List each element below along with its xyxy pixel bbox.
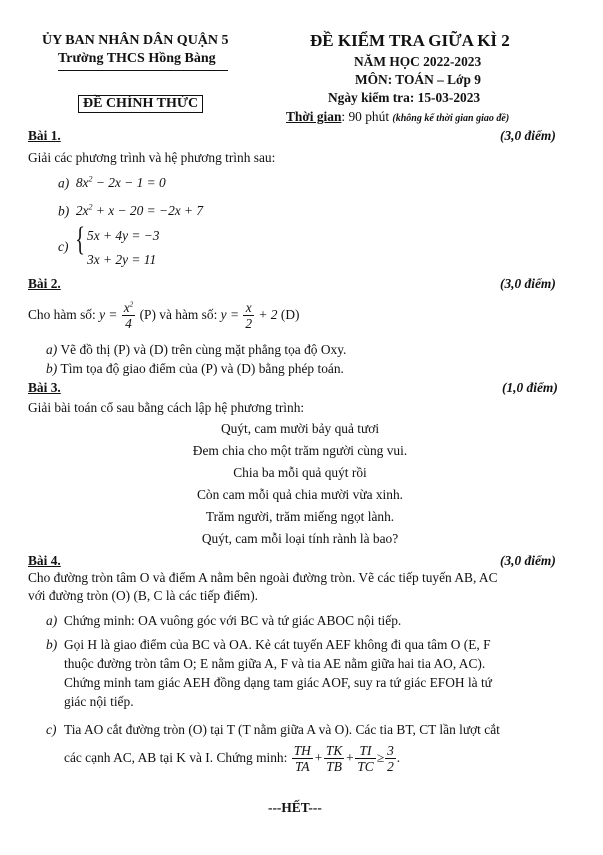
- bai4-item-c-line1: Tia AO cắt đường tròn (O) tại T (T nằm giữa A và O). Các tia BT, CT lần lượt cắt: [64, 722, 500, 737]
- header-school: Trường THCS Hồng Bàng: [58, 51, 216, 66]
- poem-line: Còn cam mỗi quả chia mười vừa xinh.: [196, 487, 404, 502]
- bai2-points: (3,0 điểm): [500, 276, 556, 291]
- bai4-item-b-line2: thuộc đường tròn tâm O; E nằm giữa A, F và tia AE nằm giữa hai tia AO, AC).: [64, 656, 486, 671]
- subject: MÔN: TOÁN – Lớp 9: [355, 72, 481, 87]
- bai4-title: Bài 4.: [28, 553, 61, 568]
- bai4-intro-1: Cho đường tròn tâm O và điểm A nằm bên ngoài đường tròn. Vẽ các tiếp tuyến AB, AC: [28, 570, 498, 585]
- bai4-item-b-label: b): [46, 637, 58, 652]
- bai1-intro: Giải các phương trình và hệ phương trình sau:: [28, 150, 276, 165]
- bai1-system-line1: 5x + 4y = −3: [87, 228, 160, 243]
- header-department: ỦY BAN NHÂN DÂN QUẬN 5: [42, 33, 229, 48]
- time-note: (không kể thời gian giao đề): [392, 113, 510, 124]
- bai4-item-b-line4: giác nội tiếp.: [64, 694, 134, 709]
- poem-line: Quýt, cam mười bảy quả tươi: [220, 421, 380, 436]
- bai4-points: (3,0 điểm): [500, 553, 556, 568]
- bai4-intro-2: với đường tròn (O) (B, C là các tiếp điểm).: [28, 588, 259, 603]
- bai2-title: Bài 2.: [28, 276, 61, 291]
- bai1-item-b: b) $2x^2 + x - 20 = -2x + 7$: [58, 203, 204, 219]
- school-underline: [58, 70, 228, 71]
- bai2-item-a: a) Vẽ đồ thị (P) và (D) trên cùng mặt phẳng tọa độ Oxy.: [46, 342, 347, 357]
- bai4-item-b-line1: Gọi H là giao điểm của BC và OA. Kẻ cát tuyến AEF không đi qua tâm O (E, F: [64, 637, 491, 652]
- footer-end: ---HẾT---: [268, 800, 322, 815]
- bai4-item-c-line2: các cạnh AC, AB tại K và I. Chứng minh: $\frac{TH}{TA}$ + $\frac{TK}{TB}$ + $\frac{TI}{TC}$ ≥ $\frac{3}{2}$ .: [64, 743, 401, 775]
- poem-line: Quýt, cam mỗi loại tính rành là bao?: [201, 531, 399, 546]
- bai1-title: Bài 1.: [28, 128, 61, 143]
- exam-duration: [286, 109, 509, 125]
- bai1-item-a: a) $8x^2 - 2x - 1 = 0$: [58, 175, 166, 191]
- bai1-points: (3,0 điểm): [500, 128, 556, 143]
- bai4-item-a: a) Chứng minh: OA vuông góc với BC và tứ giác ABOC nội tiếp.: [46, 613, 402, 628]
- bai1-system-line2: 3x + 2y = 11: [87, 252, 157, 267]
- bai1-item-c-label: c): [58, 239, 69, 254]
- bai4-item-b-line3: Chứng minh tam giác AEH đồng dạng tam giác AOF, suy ra tứ giác EFOH là tứ: [64, 675, 492, 690]
- official-stamp: ĐỀ CHÍNH THỨC: [78, 95, 203, 113]
- exam-title: ĐỀ KIỂM TRA GIỮA KÌ 2: [310, 31, 510, 50]
- bai1-brace: {: [75, 221, 86, 258]
- bai3-title: Bài 3.: [28, 380, 61, 395]
- exam-date: Ngày kiểm tra: 15-03-2023: [328, 90, 481, 105]
- bai3-intro: Giải bài toán cổ sau bằng cách lập hệ phương trình:: [28, 400, 305, 415]
- bai4-item-c-label: c): [46, 722, 57, 737]
- bai2-intro: Cho hàm số: y = $\frac{x^2}{4}$ (P) và hàm số: y = $\frac{x}{2}$ + 2 (D): [28, 300, 300, 332]
- bai3-points: (1,0 điểm): [502, 380, 558, 395]
- bai2-item-b: b) Tìm tọa độ giao điểm của (P) và (D) bằng phép toán.: [46, 361, 344, 376]
- poem-line: Đem chia cho một trăm người cùng vui.: [192, 443, 408, 458]
- poem-line: Trăm người, trăm miếng ngọt lành.: [205, 509, 395, 524]
- poem-line: Chia ba mỗi quả quýt rồi: [233, 465, 367, 480]
- time-label: Thời gian: [286, 109, 342, 124]
- school-year: NĂM HỌC 2022-2023: [354, 54, 482, 69]
- time-value: : 90 phút: [341, 109, 390, 124]
